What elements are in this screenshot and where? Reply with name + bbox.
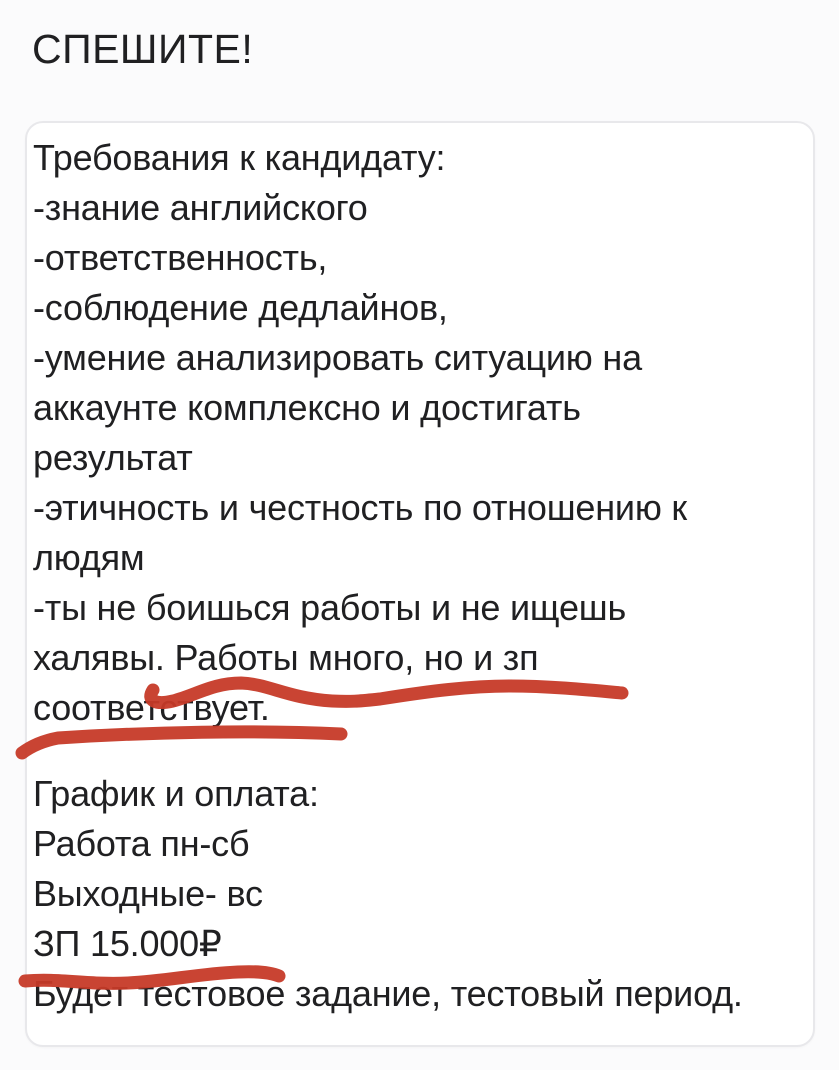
requirement-line: -ответственность, <box>33 237 328 278</box>
requirements-title: Требования к кандидату: <box>33 137 446 178</box>
underlined-salary-match-line: соответствует. <box>33 687 270 728</box>
underlined-workload-line: халявы. Работы много, но и зп <box>33 637 539 678</box>
requirement-line: аккаунте комплексно и достигать <box>33 387 581 428</box>
salary-line: ЗП 15.000₽ <box>33 923 222 964</box>
schedule-paragraph <box>33 769 803 1019</box>
requirement-line: -умение анализировать ситуацию на <box>33 337 642 378</box>
message-bubble <box>25 121 815 1047</box>
urgency-heading: СПЕШИТЕ! <box>32 26 254 72</box>
schedule-title: График и оплата: <box>33 773 319 814</box>
requirement-line: результат <box>33 437 193 478</box>
requirement-line: -этичность и честность по отношению к <box>33 487 687 528</box>
requirement-line: -ты не боишься работы и не ищешь <box>33 587 626 628</box>
requirement-line: -знание английского <box>33 187 368 228</box>
days-off-line: Выходные- вс <box>33 873 263 914</box>
test-task-line: Будет тестовое задание, тестовый период. <box>33 973 743 1014</box>
requirements-paragraph <box>33 133 803 733</box>
requirement-line: -соблюдение дедлайнов, <box>33 287 448 328</box>
workdays-line: Работа пн-сб <box>33 823 250 864</box>
requirement-line: людям <box>33 537 145 578</box>
